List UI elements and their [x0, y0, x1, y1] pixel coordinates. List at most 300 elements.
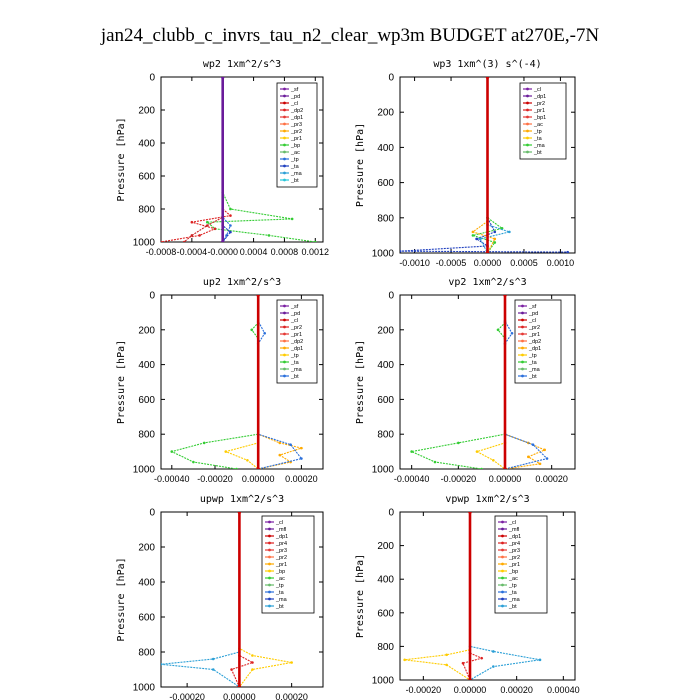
- data-point: [268, 234, 271, 237]
- legend-marker: [268, 549, 271, 552]
- x-tick-label: -0.00020: [197, 474, 233, 484]
- data-point: [256, 467, 260, 471]
- legend-entry: _pr2: [529, 325, 541, 331]
- data-point: [300, 447, 303, 450]
- data-point: [493, 241, 496, 244]
- legend-entry: _bt: [529, 374, 537, 380]
- legend-marker: [283, 116, 286, 119]
- legend-entry: _mfl: [509, 527, 520, 533]
- legend-marker: [268, 577, 271, 580]
- legend-entry: _ma: [529, 367, 540, 373]
- panel-title: vp2 1xm^2/s^3: [448, 277, 527, 288]
- legend-entry: _pr3: [291, 122, 303, 128]
- data-point: [475, 238, 478, 241]
- legend-marker: [526, 102, 529, 105]
- data-point: [206, 224, 209, 227]
- y-axis-label: Pressure [hPa]: [116, 117, 127, 202]
- legend-marker: [521, 326, 524, 329]
- figure-title: jan24_clubb_c_invrs_tau_n2_clear_wp3m BUDGET at270E,-7N: [100, 25, 600, 46]
- y-axis-label: Pressure [hPa]: [355, 553, 366, 639]
- legend-marker: [526, 144, 529, 147]
- y-tick-label: 200: [377, 107, 394, 119]
- data-point: [399, 250, 402, 253]
- y-tick-label: 800: [377, 641, 394, 653]
- legend-entry: _pr2: [276, 555, 288, 561]
- legend-entry: _ma: [534, 143, 545, 149]
- legend: [495, 516, 547, 613]
- y-tick-label: 0: [149, 72, 155, 84]
- legend-marker: [501, 563, 504, 566]
- legend-entry: _bt: [291, 374, 299, 380]
- legend-entry: _ta: [529, 360, 537, 366]
- series-line-pr2: [477, 295, 505, 469]
- legend-marker: [501, 556, 504, 559]
- legend-entry: _dp1: [509, 534, 522, 540]
- data-point: [212, 658, 215, 661]
- legend-marker: [526, 137, 529, 140]
- legend-marker: [283, 179, 286, 182]
- x-tick-label: 0.00020: [500, 685, 533, 695]
- data-point: [221, 75, 225, 79]
- legend-entry: _pr2: [534, 101, 546, 107]
- data-point: [539, 462, 542, 465]
- y-tick-label: 600: [138, 612, 155, 624]
- legend-marker: [521, 340, 524, 343]
- data-point: [468, 510, 472, 514]
- data-point: [246, 459, 249, 462]
- data-point: [527, 456, 530, 459]
- legend: [515, 300, 561, 383]
- x-tick-label: 0.00040: [547, 685, 580, 695]
- legend-entry: _pr1: [276, 562, 288, 568]
- data-point: [457, 442, 460, 445]
- legend-entry: _ta: [291, 360, 299, 366]
- y-tick-label: 200: [138, 105, 155, 117]
- panel-title: up2 1xm^2/s^3: [202, 277, 282, 288]
- legend-marker: [283, 137, 286, 140]
- data-point: [206, 221, 209, 224]
- series-line-dp2: [184, 77, 223, 242]
- y-tick-label: 600: [377, 608, 394, 620]
- y-axis-label: Pressure [hPa]: [116, 339, 127, 425]
- legend-entry: _ma: [291, 171, 302, 177]
- data-point: [503, 467, 507, 471]
- legend-marker: [283, 144, 286, 147]
- data-point: [472, 234, 475, 237]
- data-point: [546, 457, 549, 460]
- chart-panel-4: [355, 277, 575, 484]
- y-axis-label: Pressure [hPa]: [355, 339, 366, 425]
- data-point: [238, 510, 242, 514]
- data-point: [238, 685, 242, 689]
- legend-marker: [268, 563, 271, 566]
- y-tick-label: 600: [138, 394, 155, 406]
- data-point: [251, 668, 254, 671]
- y-tick-label: 1000: [371, 248, 394, 260]
- y-tick-label: 600: [377, 178, 394, 190]
- x-tick-label: 0.0012: [301, 247, 330, 257]
- panels: [116, 59, 580, 700]
- legend-entry: _pr4: [509, 541, 521, 547]
- legend-marker: [526, 116, 529, 119]
- data-point: [445, 654, 448, 657]
- legend-marker: [283, 312, 286, 315]
- y-tick-label: 1000: [132, 237, 155, 249]
- chart-panel-2: [355, 59, 575, 268]
- legend-entry: _ac: [276, 576, 285, 582]
- data-point: [212, 668, 215, 671]
- data-point: [532, 443, 535, 446]
- x-tick-label: 0.00020: [275, 692, 308, 700]
- legend-marker: [501, 521, 504, 524]
- data-point: [263, 332, 266, 335]
- legend-marker: [268, 584, 271, 587]
- legend: [277, 300, 317, 383]
- data-point: [235, 468, 238, 471]
- data-point: [493, 238, 496, 241]
- y-tick-label: 1000: [371, 464, 394, 476]
- data-point: [291, 218, 294, 221]
- legend-marker: [283, 130, 286, 133]
- data-point: [486, 75, 490, 79]
- legend-entry: _pr1: [509, 562, 521, 568]
- series-line-ta: [480, 77, 509, 253]
- legend-marker: [283, 326, 286, 329]
- legend-entry: _ta: [509, 590, 517, 596]
- legend-entry: _pr2: [291, 129, 303, 135]
- x-tick-label: -0.00020: [405, 685, 442, 695]
- y-tick-label: 1000: [371, 675, 394, 687]
- data-point: [468, 678, 472, 682]
- data-point: [543, 449, 546, 452]
- legend-entry: _ma: [276, 597, 287, 603]
- y-axis-label: Pressure [hPa]: [355, 122, 366, 208]
- x-tick-label: -0.0004: [176, 247, 208, 257]
- legend-entry: _tp: [276, 583, 284, 589]
- series-line-dp1: [172, 295, 258, 469]
- x-tick-label: 0.0005: [510, 258, 538, 268]
- data-point: [191, 221, 194, 224]
- y-tick-label: 200: [138, 325, 155, 337]
- x-tick-label: 0.00000: [223, 692, 256, 700]
- legend-marker: [526, 95, 529, 98]
- data-point: [251, 654, 254, 657]
- data-point: [230, 668, 233, 671]
- legend-entry: _dp2: [291, 339, 304, 345]
- data-point: [171, 450, 174, 453]
- legend-marker: [283, 151, 286, 154]
- legend-entry: _ac: [534, 122, 543, 128]
- data-point: [203, 442, 206, 445]
- data-point: [480, 657, 483, 660]
- legend-entry: _pr1: [291, 136, 303, 142]
- data-point: [445, 664, 448, 667]
- x-tick-label: -0.00020: [169, 692, 205, 700]
- legend-marker: [501, 549, 504, 552]
- legend-marker: [283, 165, 286, 168]
- legend-entry: _dp1: [276, 534, 289, 540]
- panel-title: upwp 1xm^2/s^3: [199, 494, 285, 505]
- legend-marker: [268, 570, 271, 573]
- legend-entry: _cl: [534, 87, 542, 93]
- data-point: [539, 659, 542, 662]
- legend-entry: _cl: [529, 318, 537, 324]
- legend-entry: _bp: [509, 569, 519, 575]
- legend-entry: _cl: [291, 101, 299, 107]
- legend-marker: [283, 158, 286, 161]
- y-tick-label: 400: [138, 138, 155, 150]
- y-tick-label: 200: [377, 541, 394, 553]
- legend-marker: [526, 123, 529, 126]
- data-point: [492, 650, 495, 653]
- legend-marker: [268, 605, 271, 608]
- legend-marker: [521, 361, 524, 364]
- legend-entry: _cl: [276, 520, 284, 526]
- data-point: [290, 661, 293, 664]
- legend-entry: _tp: [291, 353, 299, 359]
- data-point: [492, 459, 495, 462]
- x-tick-label: -0.0010: [399, 258, 430, 268]
- legend-entry: _dp1: [529, 346, 542, 352]
- x-tick-label: -0.00020: [440, 474, 477, 484]
- data-point: [479, 238, 482, 241]
- data-point: [480, 468, 483, 471]
- legend-entry: _ma: [291, 367, 302, 373]
- legend-entry: _ta: [534, 136, 542, 142]
- y-tick-label: 800: [138, 429, 155, 441]
- legend-marker: [268, 598, 271, 601]
- legend-marker: [501, 591, 504, 594]
- x-tick-label: -0.0008: [145, 247, 177, 257]
- data-point: [410, 450, 413, 453]
- legend-entry: _pr3: [509, 548, 521, 554]
- chart-panel-1: [116, 59, 329, 257]
- data-point: [251, 661, 254, 664]
- y-tick-label: 400: [138, 360, 155, 372]
- x-tick-label: 0.0008: [270, 247, 299, 257]
- legend-marker: [268, 528, 271, 531]
- legend-marker: [501, 605, 504, 608]
- y-tick-label: 0: [388, 72, 394, 84]
- legend-entry: _bt: [509, 604, 517, 610]
- y-tick-label: 1000: [132, 682, 155, 694]
- y-tick-label: 400: [377, 360, 394, 372]
- legend-marker: [521, 333, 524, 336]
- legend-marker: [268, 535, 271, 538]
- legend-marker: [283, 305, 286, 308]
- y-tick-label: 800: [377, 213, 394, 225]
- legend-entry: _pr1: [529, 332, 541, 338]
- legend-entry: _bp1: [534, 115, 547, 121]
- data-point: [289, 443, 292, 446]
- data-point: [476, 450, 479, 453]
- x-tick-label: -0.0000: [207, 247, 238, 257]
- x-tick-label: 0.0010: [546, 258, 575, 268]
- series-line-pr2: [226, 295, 258, 469]
- x-tick-label: -0.00040: [154, 474, 190, 484]
- x-tick-label: 0.0004: [239, 247, 268, 257]
- y-tick-label: 400: [377, 574, 394, 586]
- legend-marker: [521, 305, 524, 308]
- data-point: [472, 231, 475, 234]
- legend-entry: _ma: [509, 597, 520, 603]
- data-point: [229, 208, 232, 211]
- data-point: [434, 461, 437, 464]
- legend-entry: _bt: [276, 604, 284, 610]
- data-point: [492, 665, 495, 668]
- legend-entry: _ac: [509, 576, 518, 582]
- legend-marker: [501, 598, 504, 601]
- y-tick-label: 200: [377, 325, 394, 337]
- legend-marker: [283, 333, 286, 336]
- legend-marker: [283, 368, 286, 371]
- legend-marker: [283, 95, 286, 98]
- legend-entry: _sf: [529, 304, 537, 310]
- data-point: [503, 293, 507, 297]
- x-tick-label: 0.00000: [488, 474, 522, 484]
- legend-marker: [521, 312, 524, 315]
- data-point: [511, 332, 514, 335]
- legend-marker: [268, 542, 271, 545]
- y-tick-label: 0: [388, 507, 394, 519]
- legend-marker: [501, 535, 504, 538]
- legend-entry: _pd: [529, 311, 539, 317]
- legend-entry: _pr2: [509, 555, 521, 561]
- legend-marker: [268, 556, 271, 559]
- legend-entry: _dp2: [291, 108, 304, 114]
- legend-entry: _sf: [291, 304, 299, 310]
- legend-marker: [521, 347, 524, 350]
- data-point: [198, 234, 201, 237]
- data-point: [229, 231, 232, 234]
- panel-title: wp2 1xm^2/s^3: [202, 59, 282, 70]
- data-point: [508, 231, 511, 234]
- legend-marker: [283, 172, 286, 175]
- legend-entry: _pd: [291, 94, 301, 100]
- series-line-dp1: [232, 512, 253, 687]
- legend-entry: _pr2: [291, 325, 303, 331]
- series-line-pr1: [405, 512, 470, 680]
- legend-entry: _tp: [534, 129, 542, 135]
- legend: [277, 83, 317, 187]
- legend-marker: [283, 354, 286, 357]
- legend-entry: _pr1: [291, 332, 303, 338]
- legend-marker: [283, 123, 286, 126]
- legend-marker: [268, 591, 271, 594]
- data-point: [192, 461, 195, 464]
- data-point: [486, 251, 490, 255]
- data-point: [183, 241, 186, 244]
- legend-entry: _pd: [291, 311, 301, 317]
- panel-title: vpwp 1xm^2/s^3: [445, 494, 530, 505]
- legend-marker: [283, 88, 286, 91]
- legend-marker: [283, 109, 286, 112]
- legend-marker: [283, 361, 286, 364]
- y-tick-label: 800: [377, 429, 394, 441]
- legend-marker: [526, 109, 529, 112]
- series-line-dp1: [463, 512, 482, 680]
- plot-frame: [400, 512, 575, 680]
- legend-entry: _ta: [291, 164, 299, 170]
- data-point: [250, 329, 253, 332]
- y-tick-label: 800: [138, 204, 155, 216]
- legend-marker: [521, 354, 524, 357]
- legend-entry: _bp: [291, 143, 301, 149]
- x-tick-label: 0.00000: [453, 685, 487, 695]
- legend-marker: [526, 130, 529, 133]
- legend-marker: [283, 102, 286, 105]
- legend-marker: [501, 584, 504, 587]
- legend-marker: [526, 88, 529, 91]
- data-point: [279, 454, 282, 457]
- data-point: [403, 659, 406, 662]
- y-tick-label: 200: [138, 542, 155, 554]
- data-point: [229, 214, 232, 217]
- legend-marker: [526, 151, 529, 154]
- legend-marker: [501, 570, 504, 573]
- legend-entry: _dp1: [291, 346, 304, 352]
- legend-entry: _sf: [291, 87, 299, 93]
- x-tick-label: 0.00000: [241, 474, 275, 484]
- data-point: [191, 234, 194, 237]
- legend-entry: _dp2: [529, 339, 542, 345]
- data-point: [497, 329, 500, 332]
- data-point: [256, 293, 260, 297]
- legend-entry: _bt: [291, 178, 299, 184]
- data-point: [314, 241, 317, 244]
- x-tick-label: -0.0005: [435, 258, 467, 268]
- x-tick-label: 0.00020: [285, 474, 318, 484]
- y-tick-label: 0: [149, 290, 155, 302]
- legend-marker: [283, 340, 286, 343]
- legend-entry: _mfl: [276, 527, 287, 533]
- legend: [520, 83, 566, 159]
- data-point: [225, 450, 228, 453]
- data-point: [493, 231, 496, 234]
- legend-marker: [501, 577, 504, 580]
- legend-entry: _cl: [509, 520, 517, 526]
- legend-entry: _pr1: [534, 108, 546, 114]
- legend-entry: _ta: [276, 590, 284, 596]
- y-tick-label: 400: [377, 142, 394, 154]
- legend-entry: _pr4: [276, 541, 288, 547]
- legend-entry: _tp: [291, 157, 299, 163]
- y-tick-label: 400: [138, 577, 155, 589]
- legend-entry: _dp1: [534, 94, 547, 100]
- legend-entry: _tp: [509, 583, 517, 589]
- series-line-ta: [161, 512, 239, 687]
- legend-marker: [521, 319, 524, 322]
- legend-entry: _ac: [291, 150, 300, 156]
- chart-panel-3: [116, 277, 323, 484]
- x-tick-label: 0.00020: [535, 474, 568, 484]
- y-tick-label: 0: [149, 507, 155, 519]
- y-tick-label: 600: [377, 394, 394, 406]
- y-tick-label: 1000: [132, 464, 155, 476]
- legend-entry: _tp: [529, 353, 537, 359]
- chart-panel-5: [116, 494, 323, 700]
- series-line-dp1: [161, 77, 230, 242]
- data-point: [214, 228, 217, 231]
- legend-marker: [501, 528, 504, 531]
- panel-title: wp3 1xm^(3) s^(-4): [433, 59, 542, 70]
- legend: [262, 516, 314, 613]
- y-tick-label: 600: [138, 171, 155, 183]
- data-point: [462, 662, 465, 665]
- legend-entry: _bp: [276, 569, 286, 575]
- legend-entry: _cl: [291, 318, 299, 324]
- legend-marker: [283, 375, 286, 378]
